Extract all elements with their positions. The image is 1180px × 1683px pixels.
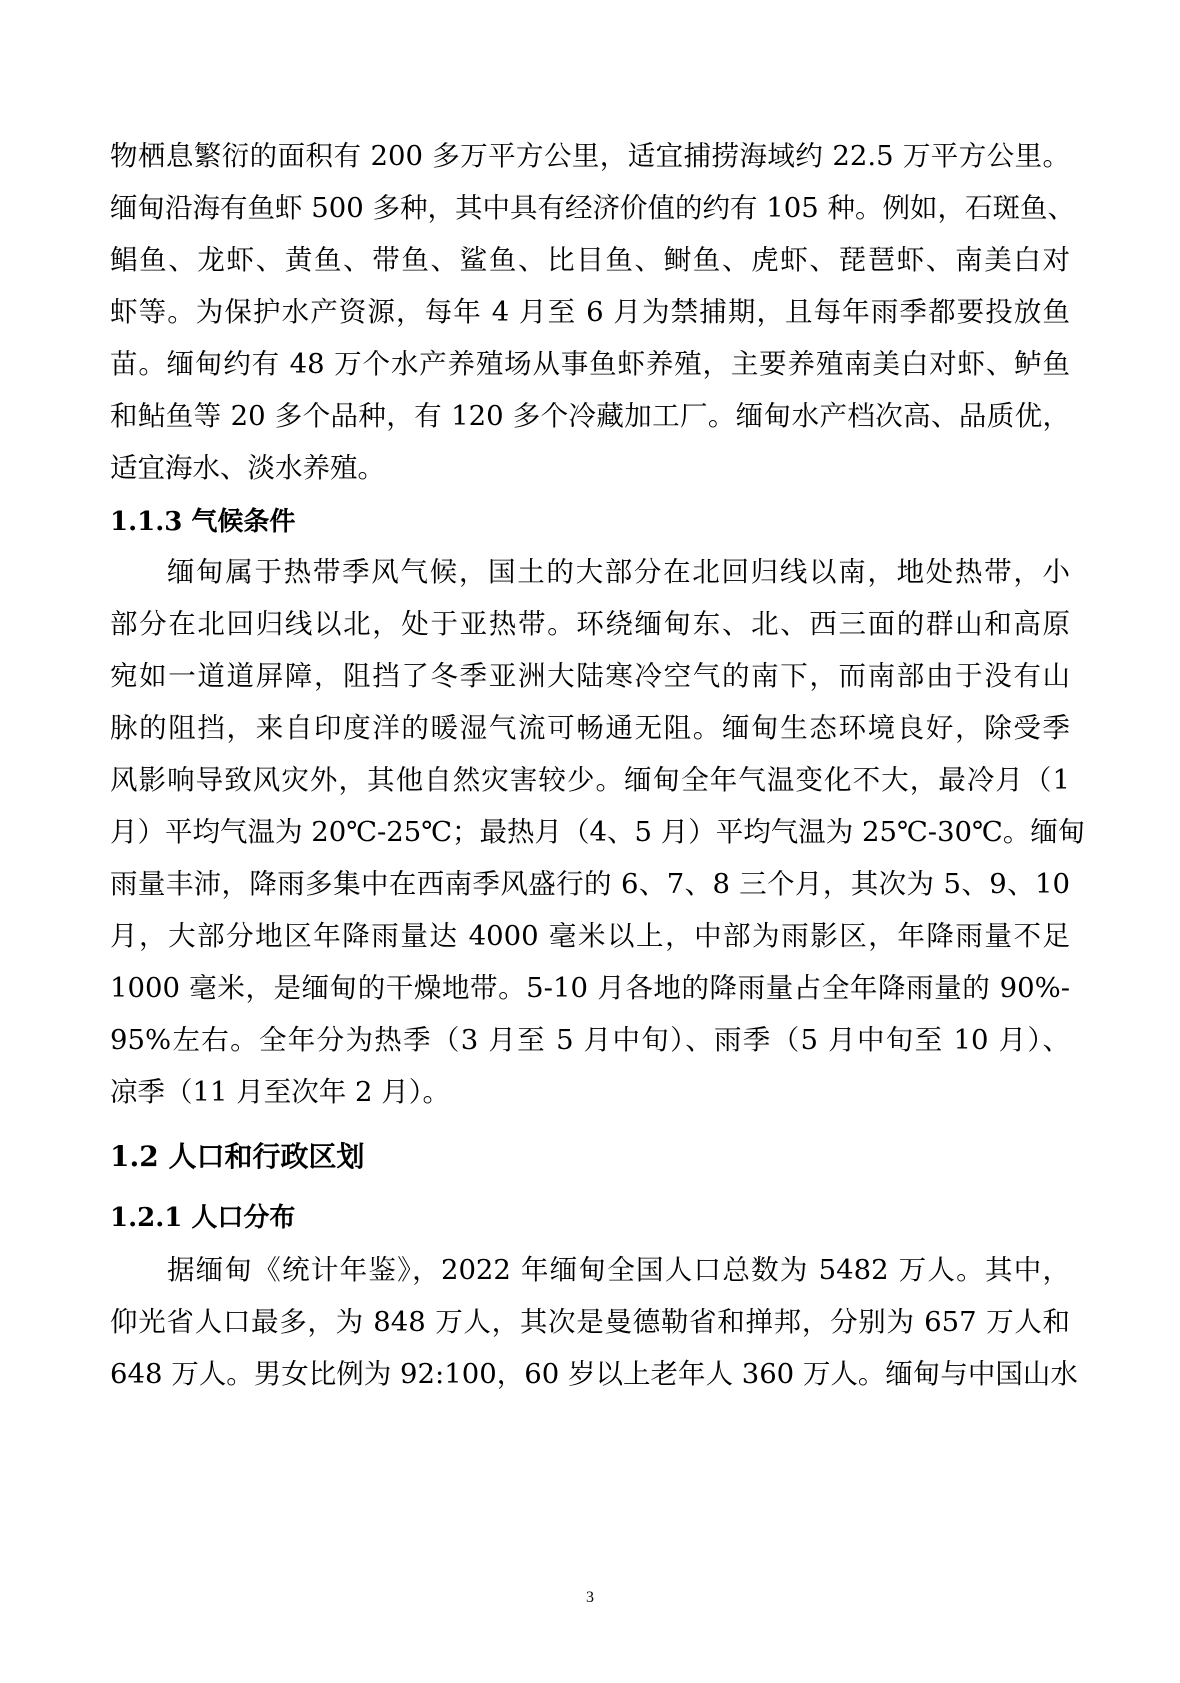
paragraph-line: 苗。缅甸约有 48 万个水产养殖场从事鱼虾养殖，主要养殖南美白对虾、鲈鱼	[110, 348, 1070, 380]
paragraph-line: 和鲇鱼等 20 多个品种，有 120 多个冷藏加工厂。缅甸水产档次高、品质优，	[110, 400, 1070, 432]
paragraph-line: 据缅甸《统计年鉴》，2022 年缅甸全国人口总数为 5482 万人。其中，	[167, 1254, 1070, 1286]
paragraph-line: 月）平均气温为 20℃-25℃；最热月（4、5 月）平均气温为 25℃-30℃。缅甸	[110, 816, 1086, 848]
paragraph-line: 1000 毫米，是缅甸的干燥地带。5-10 月各地的降雨量占全年降雨量的 90%-	[110, 972, 1070, 1004]
page-number: 3	[586, 1589, 594, 1606]
paragraph-line: 部分在北回归线以北，处于亚热带。环绕缅甸东、北、西三面的群山和高原	[110, 608, 1070, 640]
paragraph-line: 缅甸属于热带季风气候，国土的大部分在北回归线以南，地处热带，小	[167, 556, 1070, 588]
paragraph-line: 缅甸沿海有鱼虾 500 多种，其中具有经济价值的约有 105 种。例如，石斑鱼、	[110, 192, 1075, 224]
paragraph-line: 宛如一道道屏障，阻挡了冬季亚洲大陆寒冷空气的南下，而南部由于没有山	[110, 660, 1070, 692]
paragraph-line: 月，大部分地区年降雨量达 4000 毫米以上，中部为雨影区，年降雨量不足	[110, 920, 1070, 952]
paragraph-line: 鲳鱼、龙虾、黄鱼、带鱼、鲨鱼、比目鱼、鲥鱼、虎虾、琵琶虾、南美白对	[110, 244, 1070, 276]
section-heading: 1.2 人口和行政区划	[110, 1140, 365, 1173]
paragraph-line: 95%左右。全年分为热季（3 月至 5 月中旬）、雨季（5 月中旬至 10 月）、	[110, 1024, 1070, 1056]
paragraph-line: 虾等。为保护水产资源，每年 4 月至 6 月为禁捕期，且每年雨季都要投放鱼	[110, 296, 1070, 328]
paragraph-line: 风影响导致风灾外，其他自然灾害较少。缅甸全年气温变化不大，最冷月（1	[110, 764, 1070, 796]
paragraph-line: 物栖息繁衍的面积有 200 多万平方公里，适宜捕捞海域约 22.5 万平方公里。	[110, 140, 1070, 172]
section-heading: 1.1.3 气候条件	[110, 507, 296, 537]
paragraph-line: 脉的阻挡，来自印度洋的暖湿气流可畅通无阻。缅甸生态环境良好，除受季	[110, 712, 1070, 744]
subsection-heading: 1.2.1 人口分布	[110, 1203, 296, 1233]
paragraph-line: 648 万人。男女比例为 92:100，60 岁以上老年人 360 万人。缅甸与中国山水	[110, 1358, 1078, 1390]
paragraph-line: 凉季（11 月至次年 2 月）。	[110, 1076, 450, 1108]
paragraph-line: 适宜海水、淡水养殖。	[110, 452, 385, 484]
paragraph-line: 雨量丰沛，降雨多集中在西南季风盛行的 6、7、8 三个月，其次为 5、9、10	[110, 868, 1070, 900]
paragraph-line: 仰光省人口最多，为 848 万人，其次是曼德勒省和掸邦，分别为 657 万人和	[110, 1306, 1070, 1338]
